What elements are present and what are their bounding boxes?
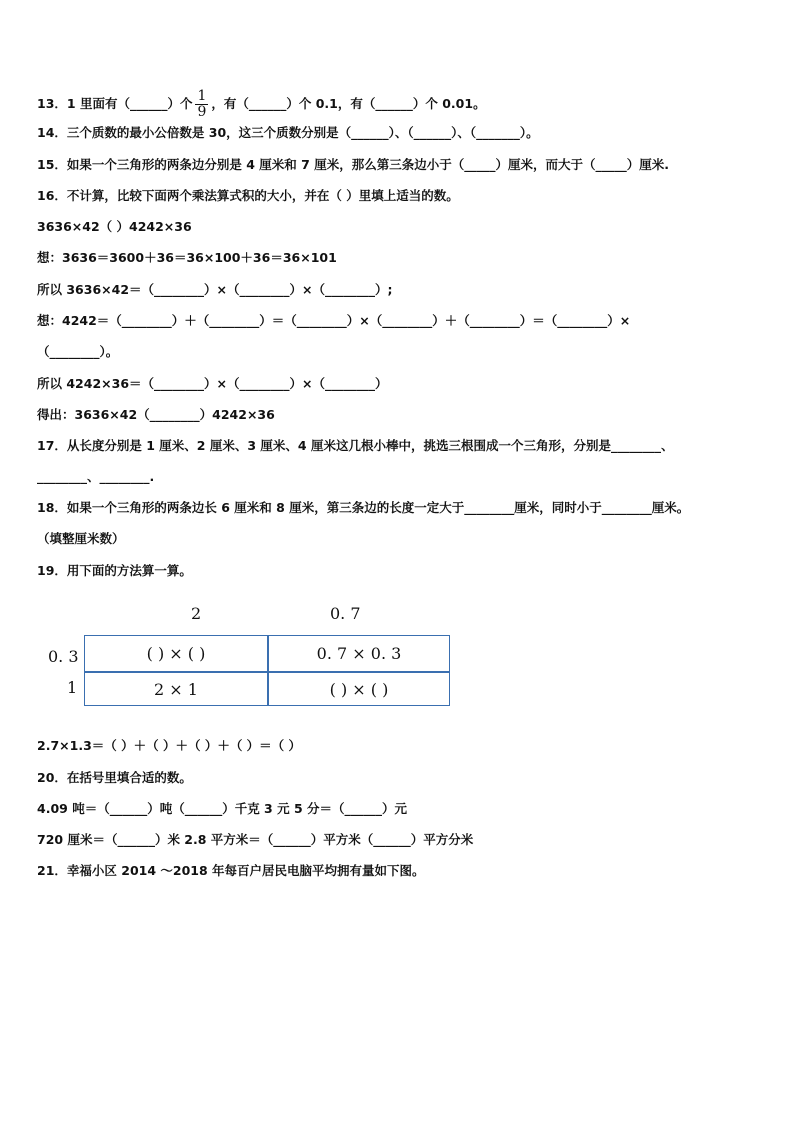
grid-row-header: 0. 3 bbox=[48, 647, 79, 666]
q16-think-line-1: 想：3636＝3600＋36＝36×100＋36＝36×101 bbox=[37, 250, 337, 265]
grid-table bbox=[84, 635, 450, 706]
question-21: 21．幸福小区 2014 ～2018 年每百户居民电脑平均拥有量如下图。 bbox=[37, 863, 425, 878]
q20-line-1: 4.09 吨＝（______）吨（______）千克 3 元 5 分＝（______）元 bbox=[37, 801, 407, 816]
q20-line-2: 720 厘米＝（______）米 2.8 平方米＝（______）平方米（______）平方分米 bbox=[37, 832, 474, 847]
q13-text-b: ，有（______）个 0.1，有（______）个 0.01。 bbox=[211, 96, 486, 111]
q17-line-2: ________、________. bbox=[37, 469, 155, 484]
fraction-denominator: 9 bbox=[197, 104, 207, 120]
q13-text-a: 13．1 里面有（______）个 bbox=[37, 96, 193, 111]
grid-col-header: 0. 7 bbox=[330, 604, 361, 623]
grid-col-header: 2 bbox=[191, 604, 202, 623]
question-14: 14．三个质数的最小公倍数是 30，这三个质数分别是（______）、（______）、（_______）。 bbox=[37, 125, 539, 140]
q19-equation: 2.7×1.3＝（ ）＋（ ）＋（ ）＋（ ）＝（ ） bbox=[37, 738, 302, 753]
q16-result-line: 得出：3636×42（________）4242×36 bbox=[37, 407, 275, 422]
question-18: 18．如果一个三角形的两条边长 6 厘米和 8 厘米，第三条边的长度一定大于________厘米，同时小于________厘米。 bbox=[37, 500, 690, 515]
q16-so-line-2: 所以 4242×36＝（________）×（________）×（________） bbox=[37, 376, 388, 391]
question-13 bbox=[37, 89, 486, 120]
q16-think-line-2-cont: （________）。 bbox=[37, 344, 119, 359]
grid-cell: ( ) × ( ) bbox=[329, 679, 389, 699]
q16-think-line-2: 想：4242＝（________）＋（________）＝（________）×（________）＋（________）＝（________）× bbox=[37, 313, 631, 328]
grid-cell: 2 × 1 bbox=[154, 679, 198, 699]
grid-row-header: 1 bbox=[67, 678, 78, 697]
q16-so-line-1: 所以 3636×42＝（________）×（________）×（________）; bbox=[37, 282, 393, 297]
question-16: 16．不计算，比较下面两个乘法算式积的大小，并在（ ）里填上适当的数。 bbox=[37, 188, 459, 203]
question-17: 17．从长度分别是 1 厘米、2 厘米、3 厘米、4 厘米这几根小棒中，挑选三根围成一个三角形，分别是________、 bbox=[37, 438, 674, 453]
fraction-numerator: 1 bbox=[197, 88, 207, 104]
q16-compare-line: 3636×42（ ）4242×36 bbox=[37, 219, 192, 234]
grid-cell: 0. 7 × 0. 3 bbox=[316, 644, 402, 663]
question-19: 19．用下面的方法算一算。 bbox=[37, 563, 192, 578]
fraction-one-ninth bbox=[195, 89, 208, 120]
q18-line-2: （填整厘米数） bbox=[37, 531, 125, 546]
question-15: 15．如果一个三角形的两条边分别是 4 厘米和 7 厘米，那么第三条边小于（_____）厘米，而大于（_____）厘米. bbox=[37, 157, 669, 172]
question-20: 20．在括号里填合适的数。 bbox=[37, 770, 192, 785]
grid-cell: ( ) × ( ) bbox=[146, 644, 206, 663]
